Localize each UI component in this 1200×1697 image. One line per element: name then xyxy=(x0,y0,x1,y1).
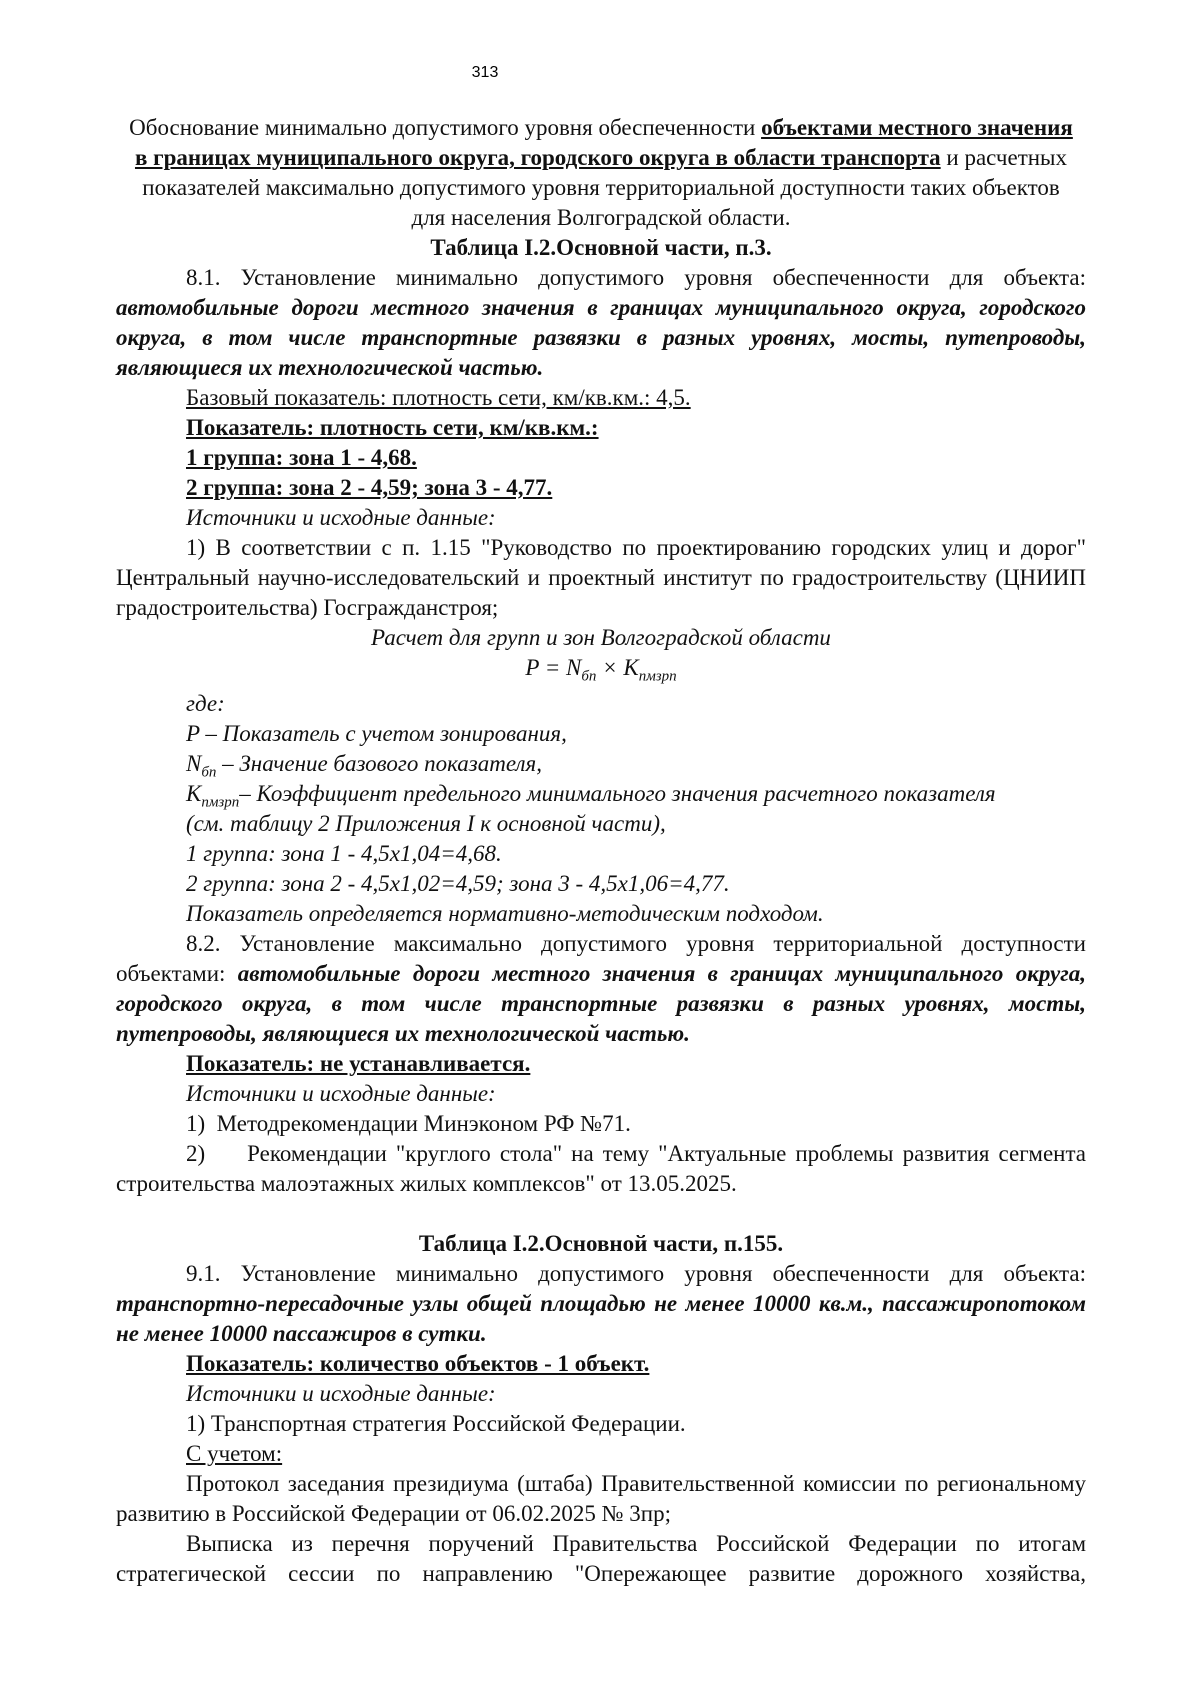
source-8-2-2 xyxy=(116,1139,1086,1199)
source-8-2-2-text: Рекомендации "круглого стола" на тему "Актуальные проблемы развития сегмента строительства малоэтажных жилых комплексов" от 13.05.2025. xyxy=(116,1141,1086,1196)
source-8-2-1: 1) Методрекомендации Минэконом РФ №71. xyxy=(186,1111,631,1136)
section-8-1-paragraph xyxy=(116,263,1086,383)
formula-lhs: P = N xyxy=(525,655,582,680)
indicator-8-2: Показатель: не устанавливается. xyxy=(186,1051,531,1076)
section-8-2-intro: 8.2. Установление максимально допустимого уровня территориальной доступности объектами: xyxy=(116,931,1086,986)
method-note: Показатель определяется нормативно-методическим подходом. xyxy=(186,901,824,926)
section-8-1-object: автомобильные дороги местного значения в границах муниципального округа, городского округа, в том числе транспортные развязки в разных уровнях, мосты, путепроводы, являющиеся их технологической частью. xyxy=(116,295,1086,380)
document-heading xyxy=(116,113,1086,233)
def-k-symbol: K xyxy=(186,781,202,806)
base-indicator: Базовый показатель: плотность сети, км/кв.км.: 4,5. xyxy=(186,385,691,410)
indicator-9-1: Показатель: количество объектов - 1 объект. xyxy=(186,1351,650,1376)
source-9-1-1: 1) Транспортная стратегия Российской Федерации. xyxy=(186,1411,686,1436)
heading-line-1: Обоснование минимально допустимого уровня обеспеченности xyxy=(129,115,762,140)
document-page xyxy=(116,0,1086,1589)
def-k-sub: пмзрп xyxy=(201,794,240,811)
definition-k-note: (см. таблицу 2 Приложения I к основной части), xyxy=(186,811,666,836)
table2-title: Таблица I.2.Основной части, п.155. xyxy=(418,1231,784,1256)
group-2-value: 2 группа: зона 2 - 4,59; зона 3 - 4,77. xyxy=(186,475,553,500)
def-n-symbol: N xyxy=(186,751,202,776)
protocol-paragraph: Протокол заседания президиума (штаба) Правительственной комиссии по региональному развитию в Российской Федерации от 06.02.2025 № 3пр; xyxy=(116,1471,1086,1526)
def-n-sub: бп xyxy=(201,764,217,781)
where-label: где: xyxy=(186,691,225,716)
formula xyxy=(116,653,1086,683)
extract-paragraph: Выписка из перечня поручений Правительства Российской Федерации по итогам стратегической сессии по направлению "Опережающее развитие дорожного хозяйства, xyxy=(116,1531,1086,1586)
with-regard-label: С учетом: xyxy=(186,1441,283,1466)
definition-p: P – Показатель с учетом зонирования, xyxy=(186,721,567,746)
calc-group-2: 2 группа: зона 2 - 4,5x1,02=4,59; зона 3 - 4,5x1,06=4,77. xyxy=(186,871,730,896)
sources-label-9-1: Источники и исходные данные: xyxy=(186,1381,496,1406)
sources-label-8-1: Источники и исходные данные: xyxy=(186,505,496,530)
heading-line-1-emphasis: объектами местного значения xyxy=(761,115,1073,140)
heading-line-4: для населения Волгоградской области. xyxy=(411,205,791,230)
section-8-2-object: автомобильные дороги местного значения в границах муниципального округа, городского округа, в том числе транспортные развязки в разных уровнях, мосты, путепроводы, являющиеся их технологической частью. xyxy=(116,961,1087,1046)
def-n-text: – Значение базового показателя, xyxy=(216,751,542,776)
heading-line-2-emphasis: в границах муниципального округа, городского округа в области транспорта xyxy=(134,145,941,170)
section-8-2-paragraph xyxy=(116,929,1086,1049)
section-9-1-intro: 9.1. Установление минимально допустимого уровня обеспеченности для объекта: xyxy=(186,1261,1086,1286)
indicator-8-1: Показатель: плотность сети, км/кв.км.: xyxy=(186,415,599,440)
formula-sub-pmzrp: пмзрп xyxy=(638,668,677,685)
heading-line-2: и расчетных xyxy=(940,145,1068,170)
source-8-2-2-number: 2) xyxy=(186,1141,206,1166)
calc-group-1: 1 группа: зона 1 - 4,5x1,04=4,68. xyxy=(186,841,502,866)
definition-k xyxy=(116,779,1086,809)
formula-sub-bp: бп xyxy=(581,668,597,685)
page-number: 313 xyxy=(471,64,499,81)
formula-mid: × K xyxy=(596,655,639,680)
group-1-value: 1 группа: зона 1 - 4,68. xyxy=(186,445,417,470)
section-8-1-intro: 8.1. Установление минимально допустимого уровня обеспеченности для объекта: xyxy=(186,265,1086,290)
heading-line-3: показателей максимально допустимого уровня территориальной доступности таких объектов xyxy=(142,175,1060,200)
def-k-text: – Коэффициент предельного минимального значения расчетного показателя xyxy=(239,781,996,806)
sources-label-8-2: Источники и исходные данные: xyxy=(186,1081,496,1106)
section-9-1-object: транспортно-пересадочные узлы общей площадью не менее 10000 кв.м., пассажиропотоком не менее 10000 пассажиров в сутки. xyxy=(116,1291,1086,1346)
section-9-1-paragraph xyxy=(116,1259,1086,1349)
definition-n xyxy=(116,749,1086,779)
source-8-1-1: 1) В соответствии с п. 1.15 "Руководство по проектированию городских улиц и дорог" Центральный научно-исследовательский и проектный институт по градостроительству (ЦНИИП градостроительства) Госгражданстроя; xyxy=(116,535,1086,620)
table1-title: Таблица I.2.Основной части, п.3. xyxy=(430,235,772,260)
calc-title: Расчет для групп и зон Волгоградской области xyxy=(371,625,831,650)
